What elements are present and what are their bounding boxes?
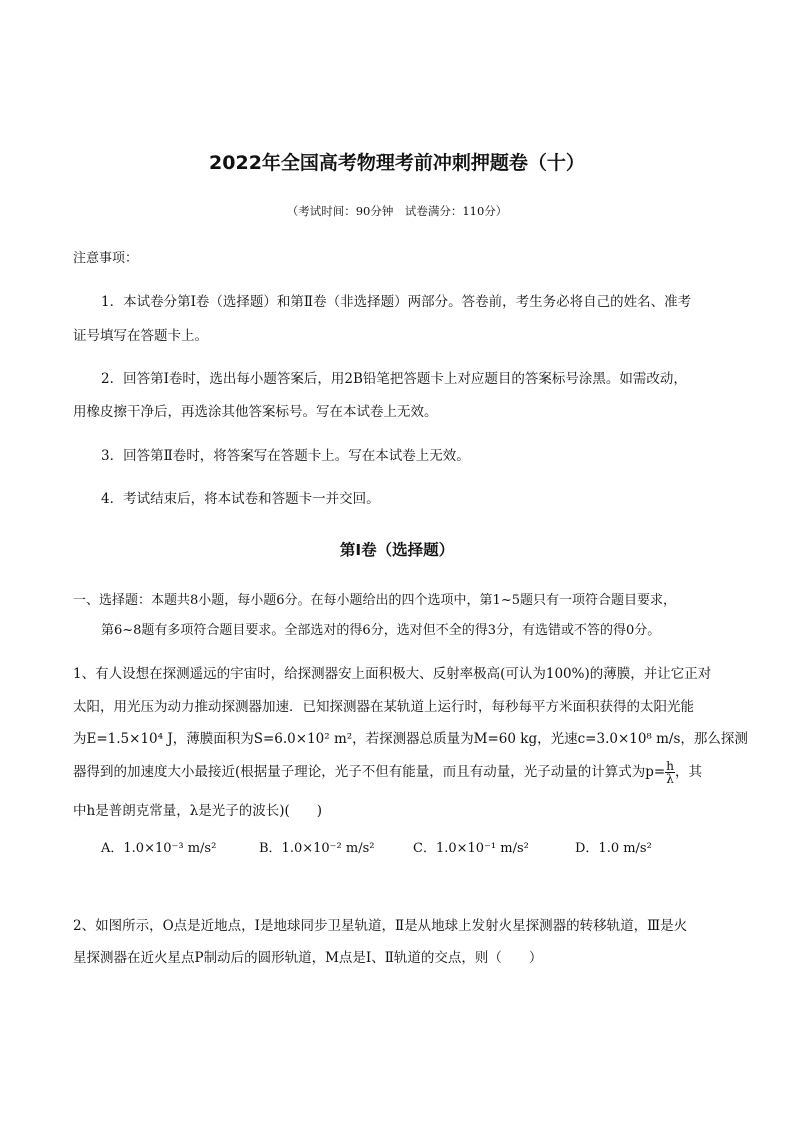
question-2-line-1: 2、如图所示，O点是近地点，Ⅰ是地球同步卫星轨道，Ⅱ是从地球上发射火星探测器的转移轨道，Ⅲ是火 bbox=[73, 918, 688, 934]
question-1-line-4 bbox=[73, 760, 702, 785]
question-1-line-5: 中h是普朗克常量，λ是光子的波长)( ) bbox=[73, 803, 323, 819]
photon-momentum-fraction bbox=[665, 760, 675, 785]
fraction-denominator: λ bbox=[666, 772, 674, 786]
notice-item-4: 4．考试结束后，将本试卷和答题卡一并交回。 bbox=[101, 491, 380, 507]
option-b[interactable]: B．1.0×10⁻² m/s² bbox=[259, 841, 375, 856]
question-1-line-4-tail: ，其 bbox=[674, 764, 702, 780]
fraction-numerator: h bbox=[666, 759, 674, 773]
exam-title: 2022年全国高考物理考前冲刺押题卷（十） bbox=[209, 152, 585, 174]
question-2-line-2: 星探测器在近火星点P制动后的圆形轨道，M点是Ⅰ、Ⅱ轨道的交点，则（ ） bbox=[73, 950, 543, 966]
question-1-line-2: 太阳，用光压为动力推动探测器加速．已知探测器在某轨道上运行时，每秒每平方米面积获得的太阳光能 bbox=[73, 699, 694, 715]
notice-heading: 注意事项： bbox=[73, 251, 139, 266]
notice-item-3: 3．回答第Ⅱ卷时，将答案写在答题卡上。写在本试卷上无效。 bbox=[101, 448, 470, 464]
question-1-line-1: 1、有人设想在探测遥远的宇宙时，给探测器安上面积极大、反射率极高(可认为100%)的薄膜，并让它正对 bbox=[73, 666, 712, 682]
question-1-line-4-text: 器得到的加速度大小最接近(根据量子理论，光子不但有能量，而且有动量，光子动量的计算式为p= bbox=[73, 764, 666, 780]
option-c[interactable]: C．1.0×10⁻¹ m/s² bbox=[413, 841, 529, 856]
notice-item-2-line-2: 用橡皮擦干净后，再选涂其他答案标号。写在本试卷上无效。 bbox=[73, 404, 438, 420]
section-1-intro-line-2: 第6~8题有多项符合题目要求。全部选对的得6分，选对但不全的得3分，有选错或不答的得0分。 bbox=[101, 623, 661, 638]
notice-item-1-line-1: 1．本试卷分第Ⅰ卷（选择题）和第Ⅱ卷（非选择题）两部分。答卷前，考生务必将自己的姓名、准考 bbox=[101, 294, 692, 310]
section-1-intro-line-1: 一、选择题：本题共8小题，每小题6分。在每小题给出的四个选项中，第1~5题只有一项符合题目要求， bbox=[73, 593, 676, 608]
option-a[interactable]: A．1.0×10⁻³ m/s² bbox=[101, 841, 217, 856]
question-1-options bbox=[0, 837, 794, 857]
notice-item-1-line-2: 证号填写在答题卡上。 bbox=[73, 328, 208, 344]
section-1-title: 第Ⅰ卷（选择题） bbox=[339, 541, 455, 559]
exam-subtitle: （考试时间：90分钟 试卷满分：110分） bbox=[286, 204, 508, 218]
option-d[interactable]: D．1.0 m/s² bbox=[575, 841, 652, 856]
question-1-line-3: 为E=1.5×10⁴ J，薄膜面积为S=6.0×10² m²，若探测器总质量为M=60 kg，光速c=3.0×10⁸ m/s，那么探测 bbox=[73, 731, 748, 747]
notice-item-2-line-1: 2．回答第Ⅰ卷时，选出每小题答案后，用2B铅笔把答题卡上对应题目的答案标号涂黑。如需改动， bbox=[101, 371, 687, 387]
